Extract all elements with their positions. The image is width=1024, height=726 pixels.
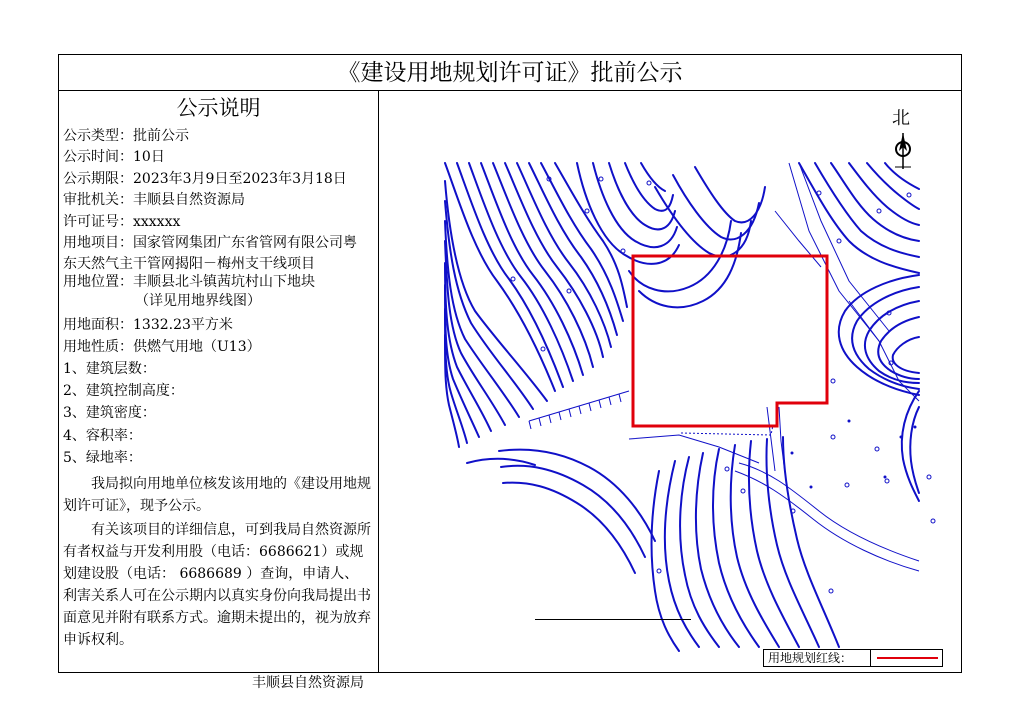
field-plot-ratio: 4、容积率： xyxy=(63,428,142,444)
notice-heading: 公示说明 xyxy=(176,96,261,120)
field-permit-number: 许可证号：xxxxxx xyxy=(63,214,181,230)
legend-red-line-swatch xyxy=(870,649,942,667)
notice-frame xyxy=(58,54,962,691)
field-land-location-note: （详见用地界线图） xyxy=(135,293,261,309)
field-land-use: 用地性质：供燃气用地（U13） xyxy=(63,339,261,355)
land-boundary-map xyxy=(379,91,961,672)
field-land-area: 用地面积：1332.23平方米 xyxy=(63,317,233,333)
field-building-height: 2、建筑控制高度： xyxy=(63,383,184,399)
field-announcement-type: 公示类型：批前公示 xyxy=(63,128,189,144)
page-title: 《建设用地规划许可证》批前公示 xyxy=(59,55,961,91)
legend-box xyxy=(763,649,943,667)
field-announcement-duration: 公示时间：10日 xyxy=(63,149,165,165)
notice-signature: 丰顺县自然资源局 xyxy=(252,675,364,691)
field-land-location: 用地位置：丰顺县北斗镇茜坑村山下地块 xyxy=(63,274,315,290)
notice-panel xyxy=(59,91,379,691)
notice-paragraph-2: 有关该项目的详细信息，可到我局自然资源所有者权益与开发利用股（电话：6686621）或规划建设股（电话： 6686689 ）查询，申请人、利害关系人可在公示期内以真实身份向我局提出书面意见并附有联系方式。逾期未提出的，视为放弃申诉权利。 xyxy=(63,522,371,648)
notice-paragraph-1: 我局拟向用地单位核发该用地的《建设用地规划许可证》，现予公示。 xyxy=(63,476,371,514)
field-building-floors: 1、建筑层数： xyxy=(63,361,156,377)
field-land-project: 用地项目：国家管网集团广东省管网有限公司粤 xyxy=(63,235,357,251)
scale-bar xyxy=(535,619,691,620)
field-green-ratio: 5、绿地率： xyxy=(63,450,142,466)
field-approval-authority: 审批机关：丰顺县自然资源局 xyxy=(63,192,245,208)
legend-label: 用地规划红线： xyxy=(768,651,853,665)
north-arrow-icon xyxy=(895,133,911,169)
north-label: 北 xyxy=(892,108,910,129)
field-announcement-period: 公示期限：2023年3月9日至2023年3月18日 xyxy=(63,171,347,187)
field-land-project-cont: 东天然气主干管网揭阳－梅州支干线项目 xyxy=(63,256,315,272)
topographic-map xyxy=(379,91,963,672)
field-building-density: 3、建筑密度： xyxy=(63,405,156,421)
